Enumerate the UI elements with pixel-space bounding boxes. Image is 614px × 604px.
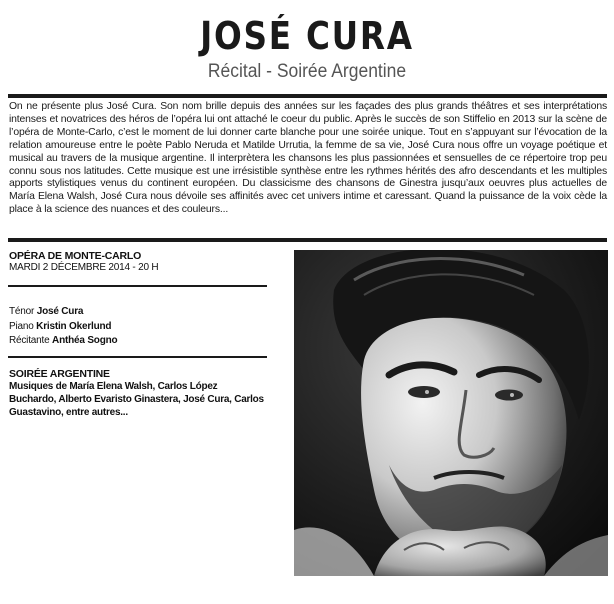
- cast-divider: [8, 356, 267, 358]
- portrait-photo: [294, 250, 608, 576]
- cast-list: [9, 305, 267, 349]
- event-info: [9, 250, 267, 274]
- cast-item: [9, 334, 267, 349]
- middle-divider: [8, 238, 607, 242]
- cast-name: José Cura: [36, 306, 84, 317]
- cast-name: Kristin Okerlund: [36, 320, 112, 332]
- page-title: JOSÉ CURA: [200, 14, 414, 58]
- intro-paragraph: On ne présente plus José Cura. Son nom brille depuis des années sur les façades des plus grands théâtres et ses interprétations intenses et novatrices des héros de l’opéra lui ont attaché le coeur du public. Après le succès de son Stiffelio en 2013 sur la scène de l’opéra de Monte-Carlo, c’est le moment de lui donner carte blanche pour une soirée unique. Tout en s’appuyant sur l’évocation de la relation amoureuse entre le poète Pablo Neruda et Matilde Urrutia, la femme de sa vie, José Cura nous offre un voyage poétique et musical au travers de la musique argentine. Il interprètera les chansons les plus passionnées et sensuelles de ce répertoire trop peu connu sous nos latitudes. Cette musique est une irrésistible synthèse entre les rythmes hérités des afro descendants et les multiples apports stylistiques venus du continent européen. Du classicisme des chansons de Ginestra jusqu’aux oeuvres plus actuelles de María Elena Walsh, José Cura nous dévoile ses affinités avec cet univers intime et caressant. Quand la puissance de la voix cède la place à la science des nuances et des couleurs...: [9, 101, 607, 216]
- event-date: MARDI 2 DÉCEMBRE 2014 - 20 H: [9, 262, 159, 273]
- top-divider: [8, 94, 607, 98]
- cast-role: Récitante: [9, 335, 50, 346]
- cast-role: Ténor: [9, 306, 35, 317]
- cast-name: Anthéa Sogno: [52, 335, 118, 346]
- program-info: [9, 368, 267, 419]
- cast-item: [9, 320, 267, 335]
- page-subtitle: Récital - Soirée Argentine: [207, 61, 407, 82]
- event-divider: [8, 285, 267, 287]
- cast-item: [9, 305, 267, 320]
- program-description: Musiques de María Elena Walsh, Carlos López Buchardo, Alberto Evaristo Ginastera, José Cura, Carlos Guastavino, entre autres...: [9, 381, 264, 418]
- portrait-illustration: [294, 250, 608, 576]
- cast-role: Piano: [9, 320, 34, 332]
- venue-name: OPÉRA DE MONTE-CARLO: [9, 250, 142, 262]
- program-title: SOIRÉE ARGENTINE: [9, 368, 110, 380]
